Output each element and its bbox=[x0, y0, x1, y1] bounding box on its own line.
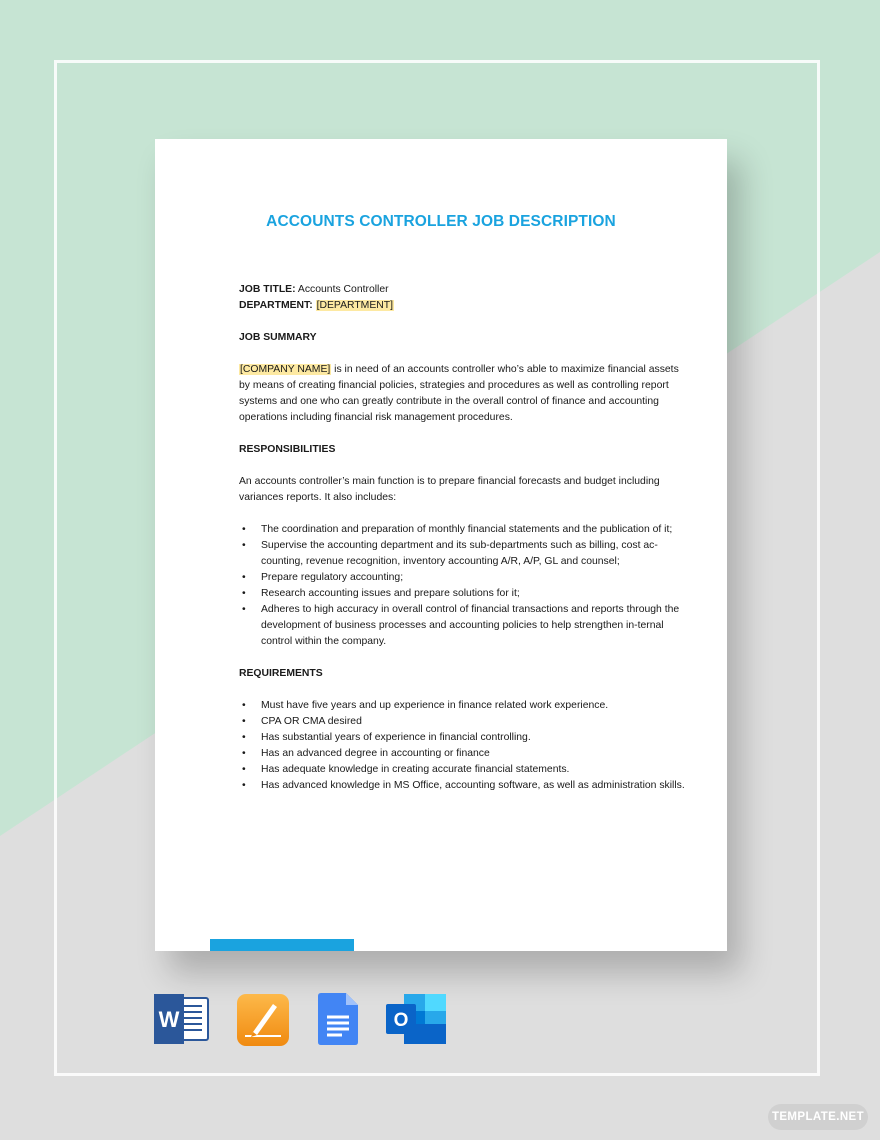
job-title-value: Accounts Controller bbox=[297, 284, 389, 295]
job-summary-text: is in need of an accounts controller who’s able to maximize financial assets by means of creating financial policies, strategies and procedures as well as controlling report systems and one who can greatly contribute in the overall control of finance and accounting operations including financial risk management procedures. bbox=[239, 364, 679, 423]
list-item: • Must have five years and up experience in finance related work experience. bbox=[239, 698, 685, 714]
job-title-label: JOB TITLE: bbox=[239, 284, 296, 295]
word-letter: W bbox=[158, 1007, 180, 1032]
document-body bbox=[239, 282, 685, 794]
requirements-heading: REQUIREMENTS bbox=[239, 668, 323, 679]
job-summary-paragraph bbox=[239, 362, 685, 426]
job-title-line bbox=[239, 282, 685, 298]
responsibilities-intro: An accounts controller’s main function is to prepare financial forecasts and budget including variances reports. It also includes: bbox=[239, 476, 660, 503]
list-item: • Research accounting issues and prepare solutions for it; bbox=[239, 586, 685, 602]
department-label: DEPARTMENT: bbox=[239, 300, 313, 311]
microsoft-outlook-icon[interactable] bbox=[386, 994, 448, 1046]
requirements-list bbox=[239, 698, 685, 794]
department-line bbox=[239, 298, 685, 314]
list-item: • Adheres to high accuracy in overall control of financial transactions and reports through the development of business processes and accounting policies to help strengthen in-ternal control within the company. bbox=[239, 602, 685, 650]
list-item: • Has advanced knowledge in MS Office, accounting software, as well as administration skills. bbox=[239, 778, 685, 794]
list-item: • Has adequate knowledge in creating accurate financial statements. bbox=[239, 762, 685, 778]
google-docs-icon[interactable] bbox=[318, 993, 358, 1045]
list-item: • CPA OR CMA desired bbox=[239, 714, 685, 730]
responsibilities-heading: RESPONSIBILITIES bbox=[239, 444, 336, 455]
outlook-letter: O bbox=[393, 1010, 409, 1031]
list-item: • Supervise the accounting department and its sub-departments such as billing, cost ac-counting, revenue recognition, inventory accounting A/R, A/P, GL and counsel; bbox=[239, 538, 685, 570]
document-title: ACCOUNTS CONTROLLER JOB DESCRIPTION bbox=[266, 213, 616, 230]
list-item: • The coordination and preparation of monthly financial statements and the publication of it; bbox=[239, 522, 685, 538]
template-net-watermark: TEMPLATE.NET bbox=[768, 1104, 868, 1130]
list-item: • Has substantial years of experience in financial controlling. bbox=[239, 730, 685, 746]
list-item: • Has an advanced degree in accounting or finance bbox=[239, 746, 685, 762]
department-placeholder: [DEPARTMENT] bbox=[316, 300, 393, 311]
microsoft-word-icon[interactable] bbox=[154, 994, 210, 1044]
apple-pages-icon[interactable] bbox=[237, 994, 289, 1046]
accent-bar bbox=[210, 939, 354, 951]
responsibilities-list bbox=[239, 522, 685, 650]
company-name-placeholder: [COMPANY NAME] bbox=[240, 364, 331, 375]
job-summary-heading: JOB SUMMARY bbox=[239, 332, 317, 343]
document-page bbox=[155, 139, 727, 951]
list-item: • Prepare regulatory accounting; bbox=[239, 570, 685, 586]
